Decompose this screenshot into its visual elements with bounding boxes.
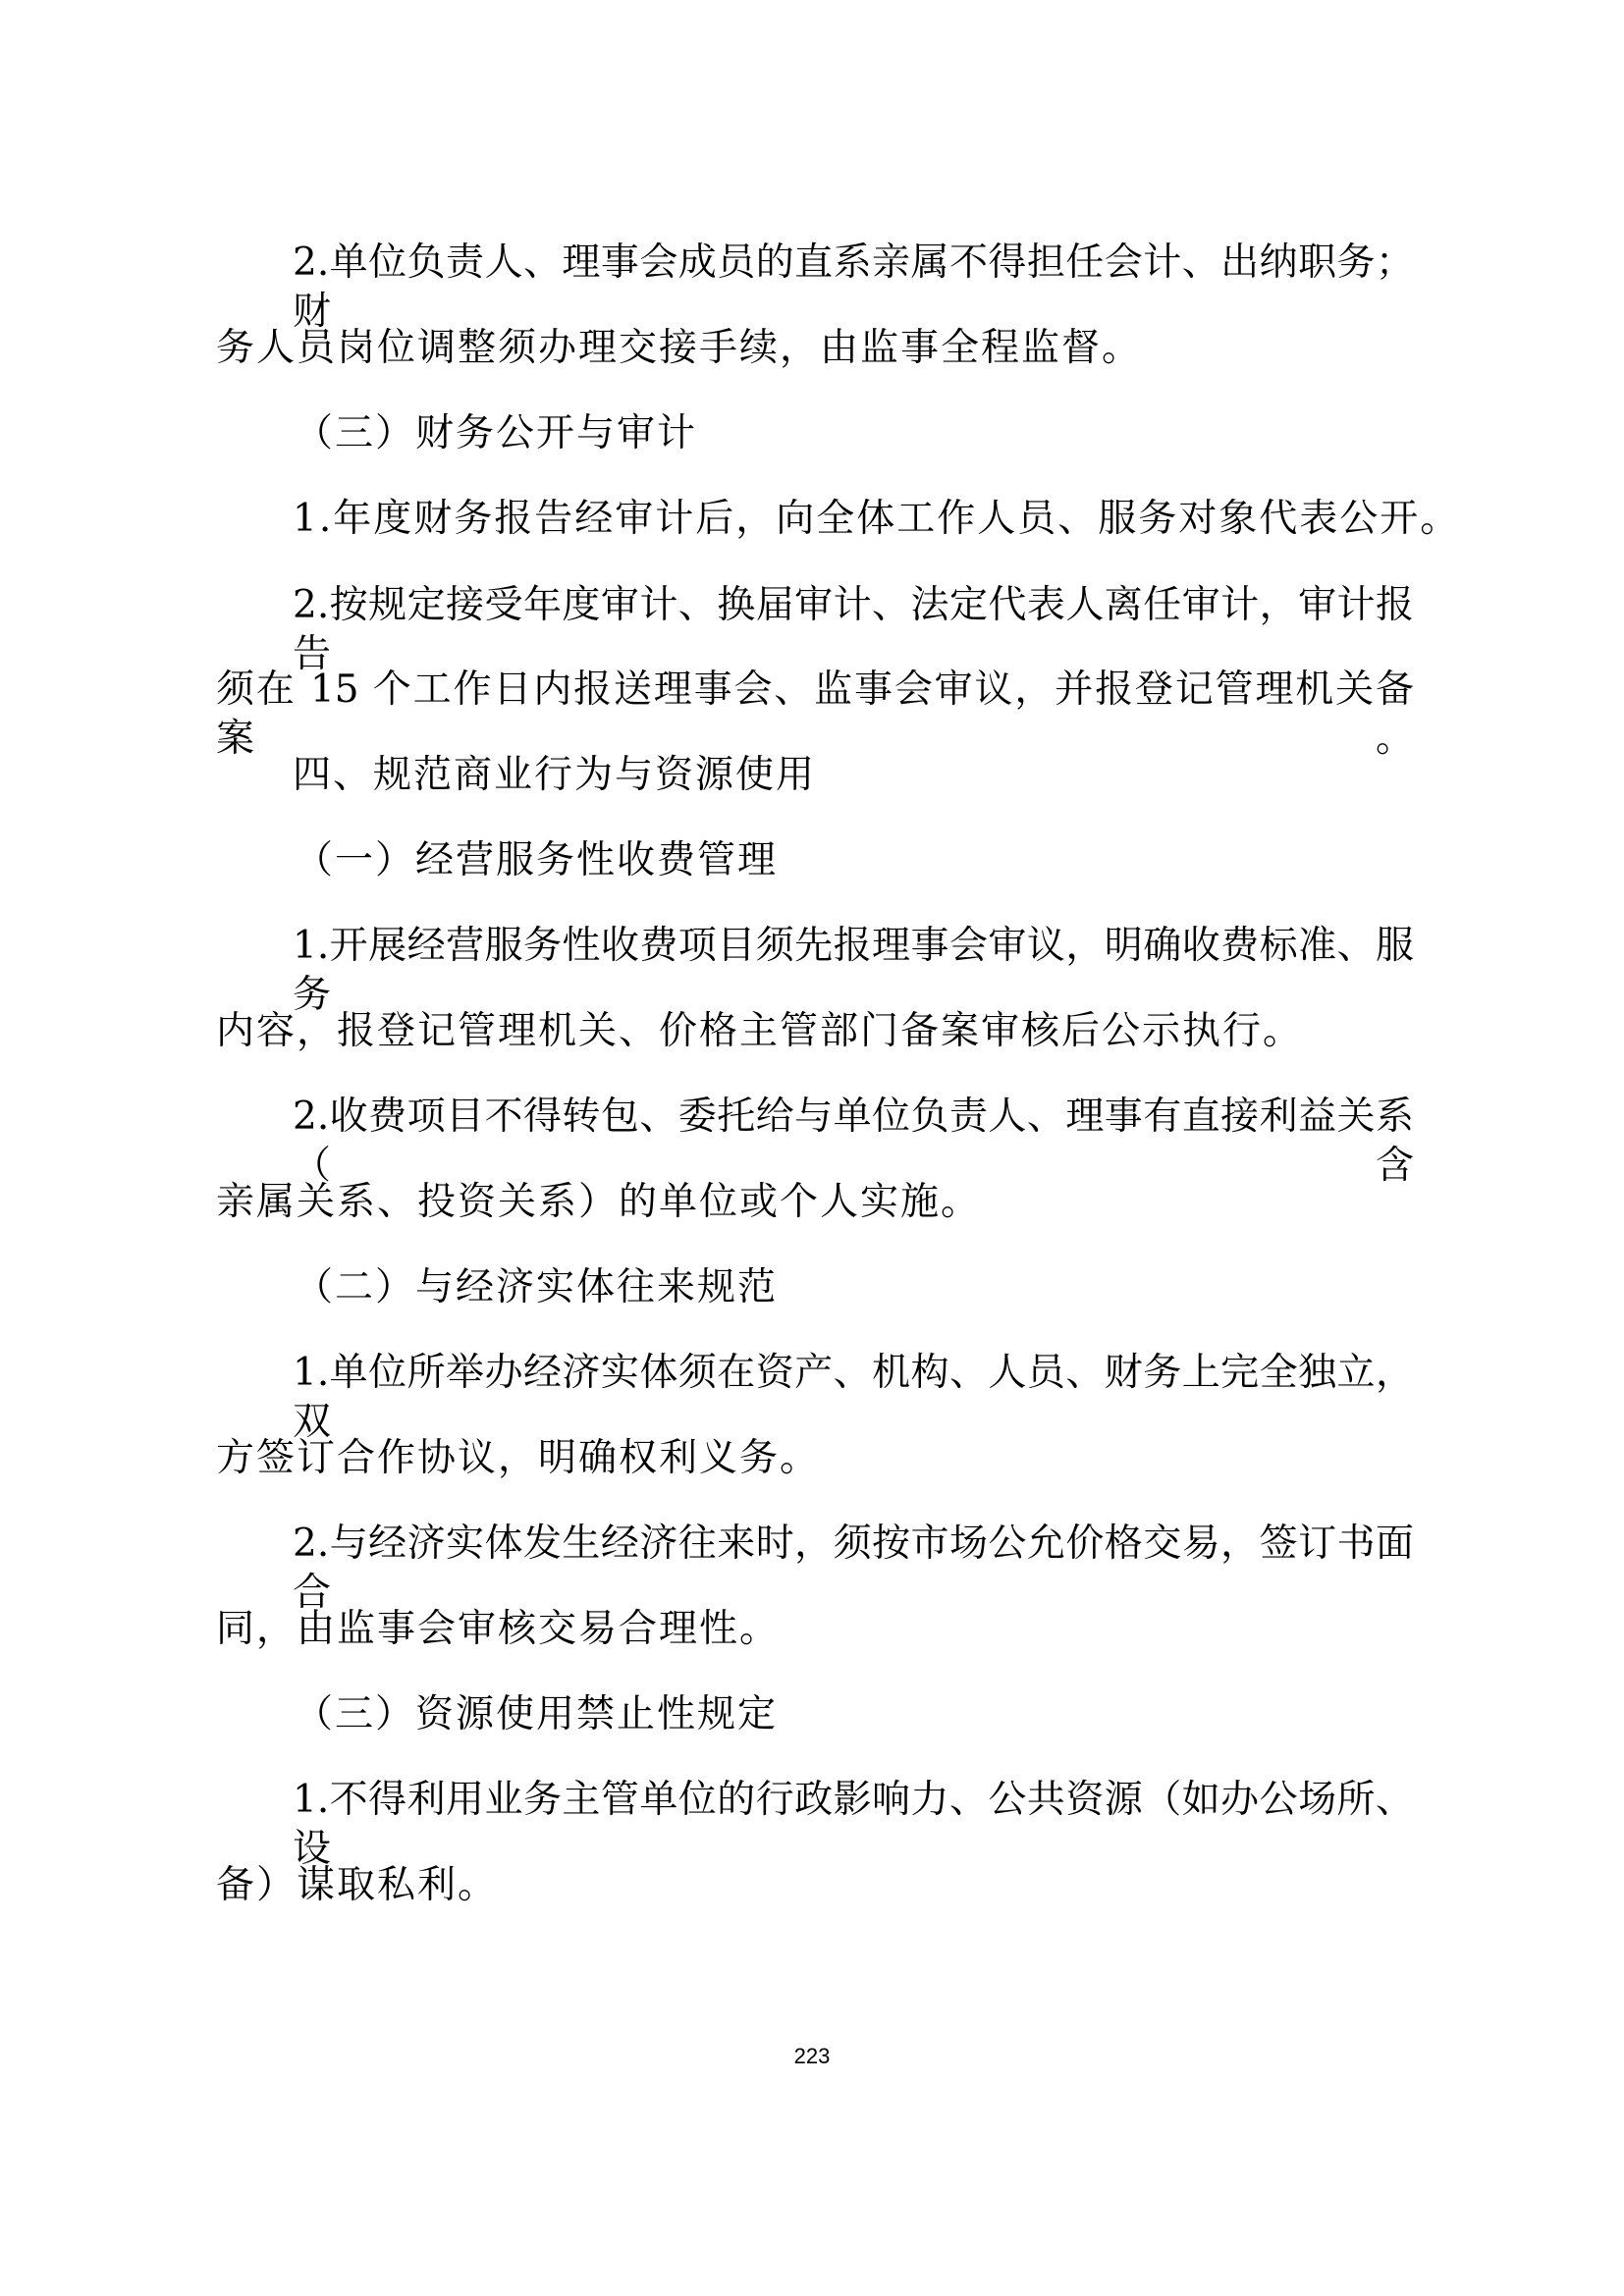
paragraph-line: 1.单位所举办经济实体须在资产、机构、人员、财务上完全独立，双 — [293, 1351, 1414, 1444]
section-heading: （三）资源使用禁止性规定 — [295, 1692, 779, 1736]
paragraph-line: 2.收费项目不得转包、委托给与单位负责人、理事有直接利益关系（含 — [293, 1095, 1414, 1188]
paragraph-line: 方签订合作协议，明确权利义务。 — [216, 1436, 821, 1480]
chapter-heading: 四、规范商业行为与资源使用 — [293, 753, 817, 797]
paragraph-line: 2.单位负责人、理事会成员的直系亲属不得担任会计、出纳职务；财 — [293, 240, 1414, 334]
paragraph-line: 亲属关系、投资关系）的单位或个人实施。 — [216, 1180, 982, 1224]
section-heading: （二）与经济实体往来规范 — [295, 1265, 779, 1309]
page-number: 223 — [793, 2044, 831, 2068]
paragraph-line: 1.开展经营服务性收费项目须先报理事会审议，明确收费标准、服务 — [293, 924, 1414, 1017]
paragraph-line: 内容，报登记管理机关、价格主管部门备案审核后公示执行。 — [216, 1009, 1304, 1053]
paragraph-line: 备）谋取私利。 — [216, 1863, 499, 1907]
section-heading: （三）财务公开与审计 — [295, 411, 698, 455]
paragraph-line: 2.与经济实体发生经济往来时，须按市场公允价格交易，签订书面合 — [293, 1522, 1414, 1615]
paragraph-line: 务人员岗位调整须办理交接手续，由监事全程监督。 — [216, 326, 1143, 370]
paragraph-line: 1.不得利用业务主管单位的行政影响力、公共资源（如办公场所、设 — [293, 1778, 1414, 1871]
paragraph-line: 须在 15 个工作日内报送理事会、监事会审议，并报登记管理机关备案。 — [216, 667, 1414, 761]
paragraph-line: 同，由监事会审核交易合理性。 — [216, 1607, 781, 1651]
section-heading: （一）经营服务性收费管理 — [295, 838, 779, 882]
paragraph-line: 1.年度财务报告经审计后，向全体工作人员、服务对象代表公开。 — [293, 497, 1461, 541]
paragraph-line: 2.按规定接受年度审计、换届审计、法定代表人离任审计，审计报告 — [293, 583, 1414, 676]
